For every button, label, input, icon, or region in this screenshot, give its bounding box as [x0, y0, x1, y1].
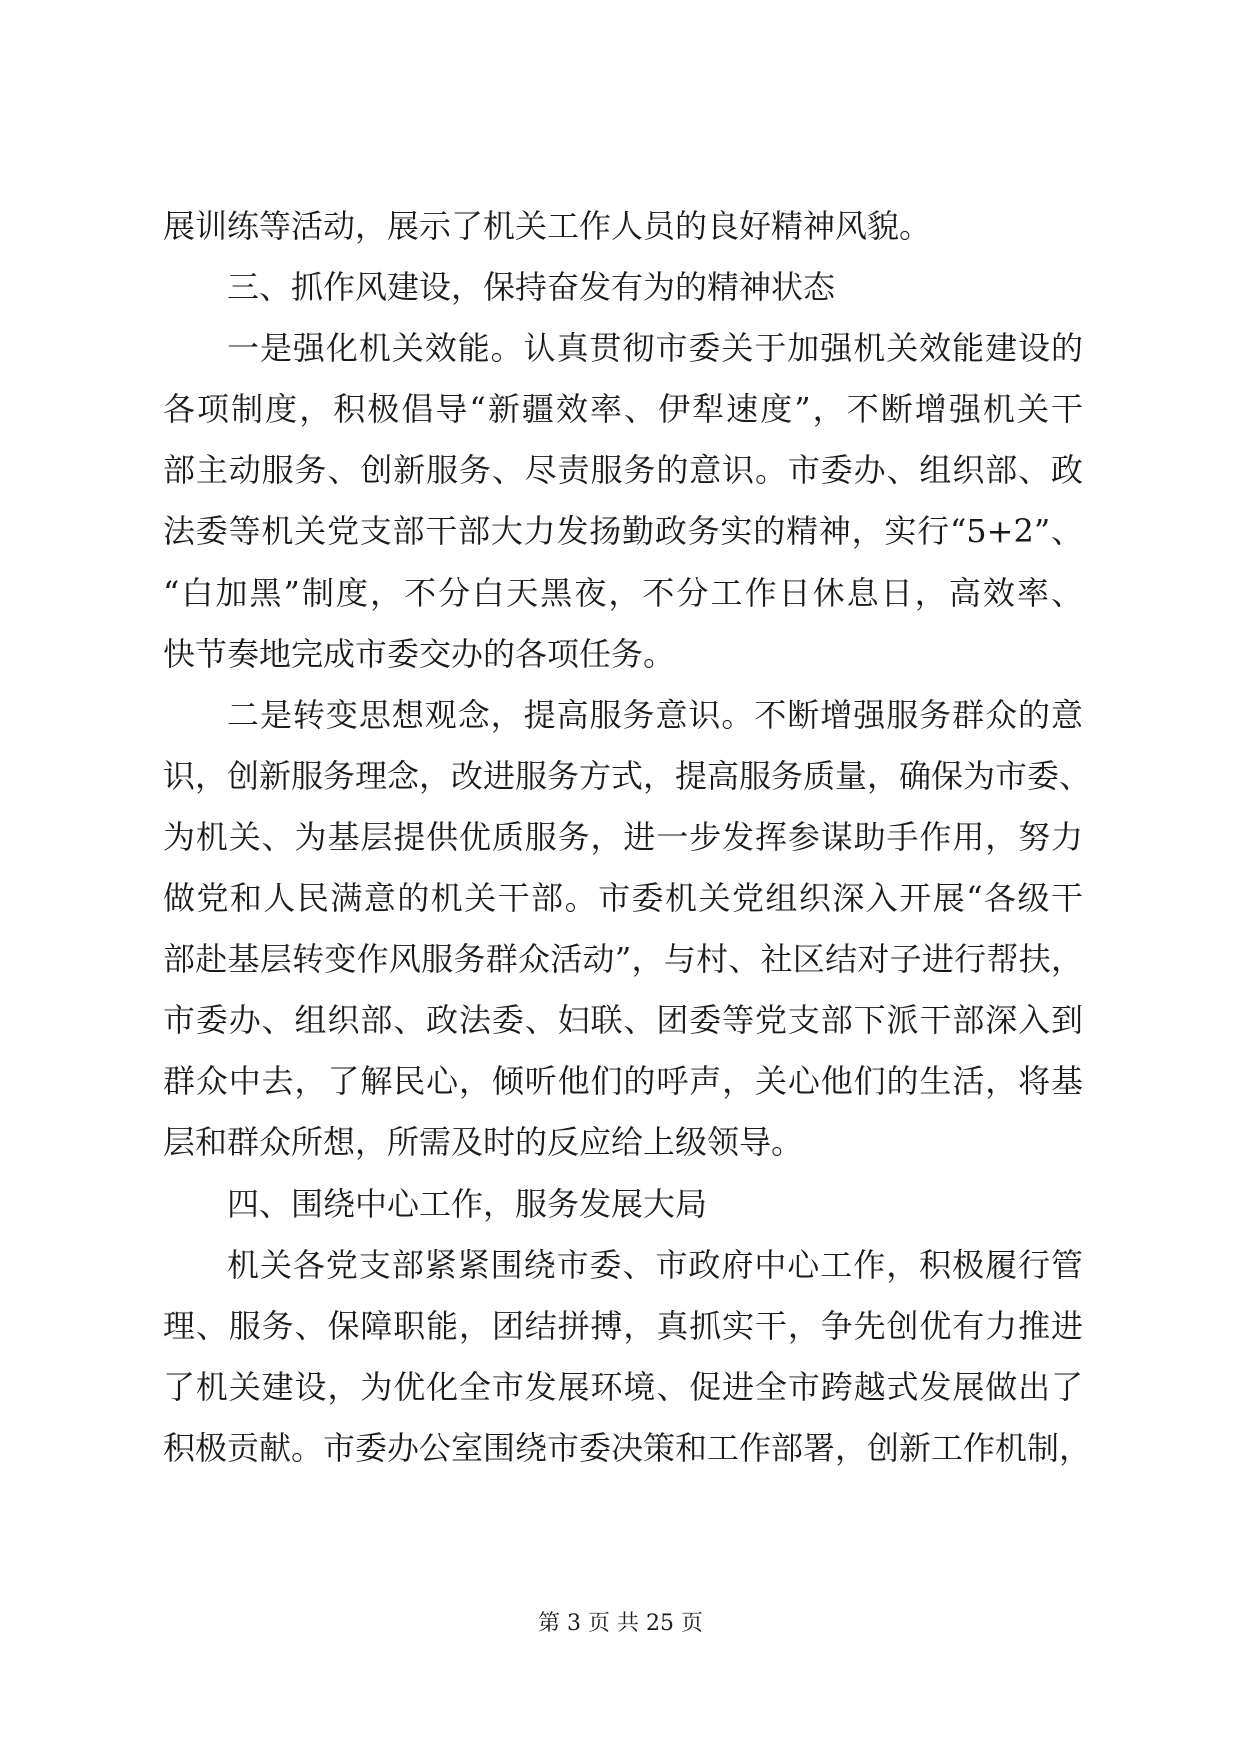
- text-line: 群众中去，了解民心，倾听他们的呼声，关心他们的生活，将基: [163, 1062, 1083, 1101]
- text-line: 层和群众所想，所需及时的反应给上级领导。: [163, 1123, 804, 1162]
- text-line: 三、抓作风建设，保持奋发有为的精神状态: [227, 268, 836, 307]
- text-line: 一是强化机关效能。认真贯彻市委关于加强机关效能建设的: [227, 329, 1083, 368]
- text-line: 快节奏地完成市委交办的各项任务。: [163, 634, 676, 673]
- text-line: 四、围绕中心工作，服务发展大局: [227, 1184, 708, 1223]
- text-line: 积极贡献。市委办公室围绕市委决策和工作部署，创新工作机制，: [163, 1428, 1092, 1467]
- text-line: 各项制度，积极倡导“新疆效率、伊犁速度”，不断增强机关干: [163, 390, 1083, 429]
- text-line: 理、服务、保障职能，团结拼搏，真抓实干，争先创优有力推进: [163, 1306, 1083, 1345]
- text-line: “白加黑”制度，不分白天黑夜，不分工作日休息日，高效率、: [163, 573, 1083, 612]
- text-line: 为机关、为基层提供优质服务，进一步发挥参谋助手作用，努力: [163, 817, 1083, 856]
- text-line: 展训练等活动，展示了机关工作人员的良好精神风貌。: [163, 207, 932, 245]
- text-line: 了机关建设，为优化全市发展环境、促进全市跨越式发展做出了: [163, 1367, 1083, 1406]
- text-line: 识，创新服务理念，改进服务方式，提高服务质量，确保为市委、: [163, 756, 1092, 795]
- body-text: [163, 196, 1092, 1479]
- page-footer: 第 3 页 共 25 页: [538, 1611, 703, 1636]
- text-line: 法委等机关党支部干部大力发扬勤政务实的精神，实行“5+2”、: [163, 512, 1083, 551]
- text-line: 部主动服务、创新服务、尽责服务的意识。市委办、组织部、政: [163, 451, 1083, 490]
- text-line: 做党和人民满意的机关干部。市委机关党组织深入开展“各级干: [163, 879, 1083, 918]
- text-line: 部赴基层转变作风服务群众活动”，与村、社区结对子进行帮扶，: [163, 940, 1083, 979]
- text-line: 市委办、组织部、政法委、妇联、团委等党支部下派干部深入到: [163, 1001, 1083, 1040]
- text-line: 机关各党支部紧紧围绕市委、市政府中心工作，积极履行管: [227, 1245, 1083, 1284]
- text-line: 二是转变思想观念，提高服务意识。不断增强服务群众的意: [227, 695, 1083, 734]
